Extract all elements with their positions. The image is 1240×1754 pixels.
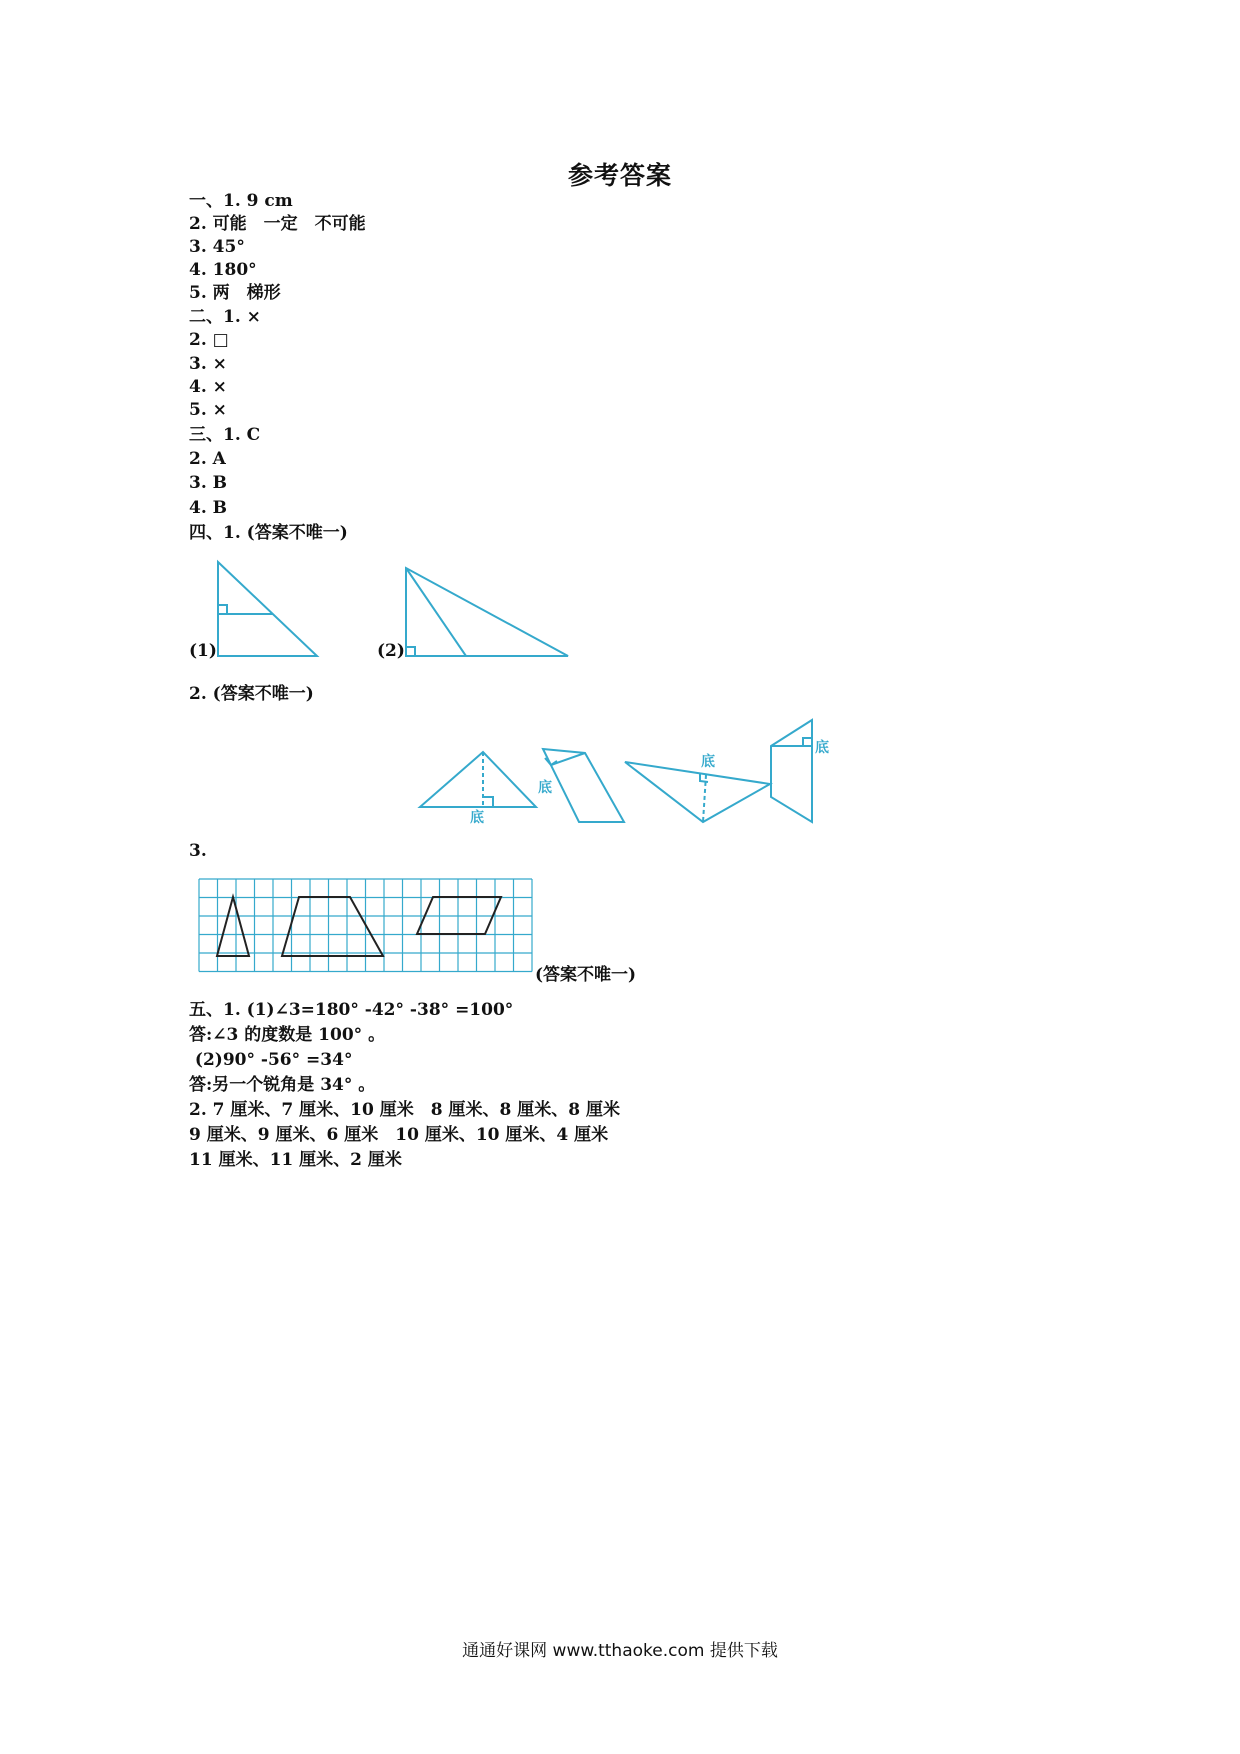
answer-line: 11 厘米、11 厘米、2 厘米	[189, 1150, 402, 1170]
answer-line: 答:另一个锐角是 34° 。	[189, 1075, 376, 1095]
base-label: 底	[538, 780, 552, 796]
figure-label-2: (2)	[377, 641, 405, 661]
answer-line: (2)90° -56° =34°	[189, 1050, 353, 1070]
grid-trapezoid	[282, 897, 383, 956]
base-label: 底	[470, 810, 484, 826]
q4-3-note: (答案不唯一)	[535, 965, 637, 985]
answer-line: 3. 45°	[189, 237, 245, 257]
answer-line: 四、1. (答案不唯一)	[189, 523, 348, 543]
q4-3-heading: 3.	[189, 841, 207, 861]
base-label: 底	[815, 740, 829, 756]
answer-line: 4. 180°	[189, 260, 257, 280]
answer-line: 一、1. 9 cm	[189, 191, 293, 211]
answer-line: 2. A	[189, 449, 226, 469]
grid-triangle	[217, 897, 249, 956]
answer-line: 4. ×	[189, 377, 227, 397]
answer-line: 2. □	[189, 330, 229, 350]
answer-line: 9 厘米、9 厘米、6 厘米 10 厘米、10 厘米、4 厘米	[189, 1125, 609, 1145]
base-label: 底	[701, 754, 715, 770]
answer-line: 五、1. (1)∠3=180° -42° -38° =100°	[189, 1000, 514, 1020]
q4-2-heading: 2. (答案不唯一)	[189, 684, 314, 704]
answer-line: 5. 两 梯形	[189, 283, 281, 303]
answer-line: 3. ×	[189, 354, 227, 374]
answer-line: 3. B	[189, 473, 228, 493]
footer-source: 通通好课网 www.tthaoke.com 提供下载	[462, 1641, 778, 1661]
answer-line: 三、1. C	[189, 425, 261, 445]
answer-line: 答:∠3 的度数是 100° 。	[189, 1025, 386, 1045]
answer-line: 二、1. ×	[189, 307, 261, 327]
answer-line: 2. 7 厘米、7 厘米、10 厘米 8 厘米、8 厘米、8 厘米	[189, 1100, 620, 1120]
figure-label-1: (1)	[189, 641, 217, 661]
page-title: 参考答案	[567, 161, 672, 190]
answer-line: 5. ×	[189, 400, 227, 420]
answer-line: 2. 可能 一定 不可能	[189, 214, 366, 234]
answer-line: 4. B	[189, 498, 228, 518]
